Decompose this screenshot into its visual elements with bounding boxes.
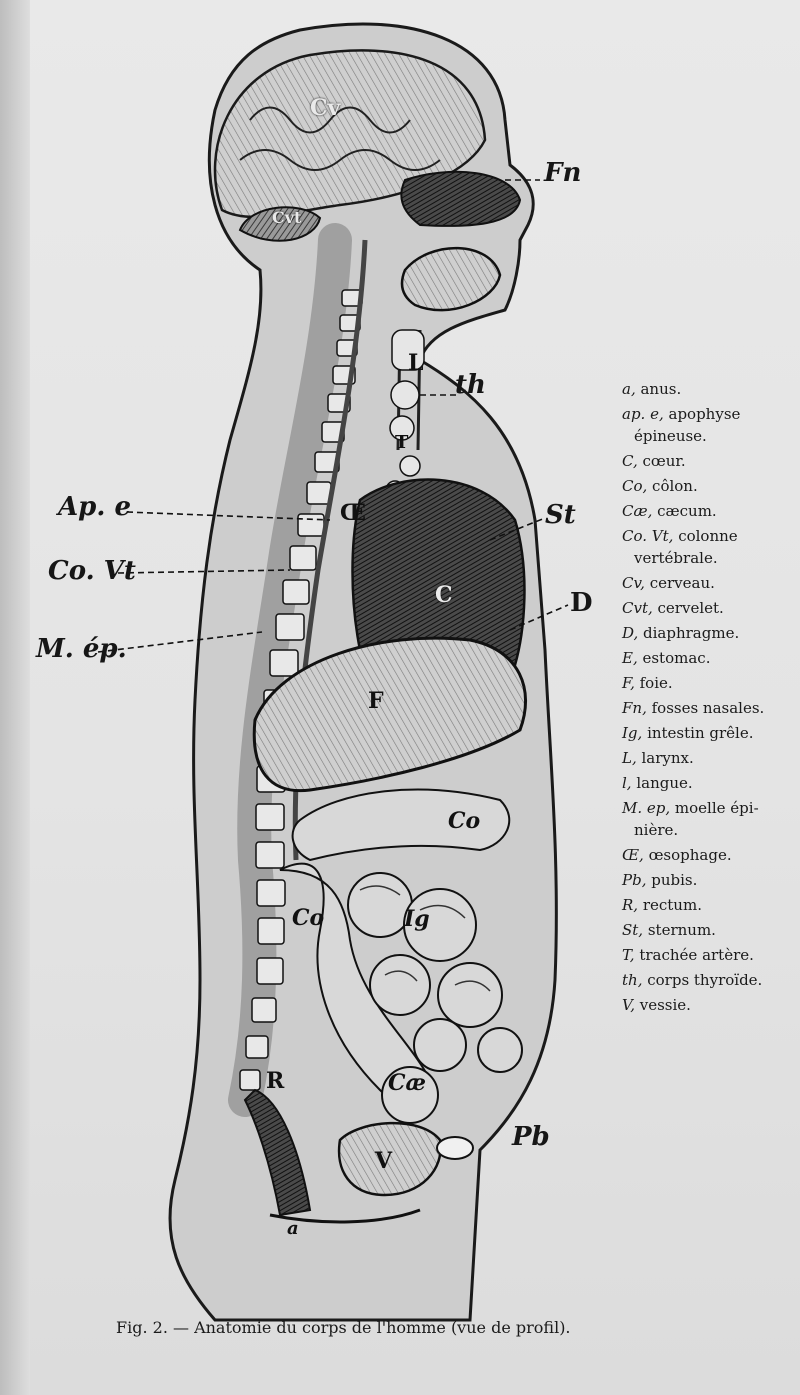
organ-label-cv: Cv <box>310 95 341 121</box>
legend-abbreviation: T, <box>622 946 635 964</box>
callout-st: St <box>545 500 576 530</box>
organ-label-c: C <box>435 582 453 608</box>
legend-item <box>622 894 792 916</box>
legend-abbreviation: ap. e, <box>622 405 664 423</box>
figure-caption: Fig. 2. — Anatomie du corps de l'homme (vue de profil). <box>116 1318 571 1337</box>
legend-description: foie. <box>634 674 673 692</box>
organ-label-l: L <box>408 350 424 376</box>
legend-item <box>622 944 792 966</box>
legend-item <box>622 797 792 841</box>
organ-label-co-upper: Co <box>448 808 481 834</box>
organ-label-f: F <box>368 688 384 714</box>
legend-abbreviation: Pb, <box>622 871 647 889</box>
callout-co-vt: Co. Vt <box>48 556 136 586</box>
legend-item <box>622 597 792 619</box>
callout-ap-e: Ap. e <box>58 492 131 522</box>
legend-description: larynx. <box>636 749 694 767</box>
legend-description: cæcum. <box>652 502 717 520</box>
legend-abbreviation: Co, <box>622 477 648 495</box>
legend-abbreviation: Ig, <box>622 724 643 742</box>
callout-th: th <box>455 370 486 400</box>
legend-description: anus. <box>635 380 682 398</box>
page-edge <box>0 0 30 1395</box>
legend-description: estomac. <box>637 649 711 667</box>
legend-description: sternum. <box>643 921 716 939</box>
legend-item <box>622 722 792 744</box>
legend-item <box>622 772 792 794</box>
callout-pb: Pb <box>512 1122 550 1152</box>
legend-description: pubis. <box>646 871 698 889</box>
legend-item <box>622 525 792 569</box>
callout-m-ep: M. ép. <box>36 634 127 664</box>
callout-fn: Fn <box>544 158 582 188</box>
legend-description: œsophage. <box>643 846 732 864</box>
legend-abbreviation: R, <box>622 896 639 914</box>
legend-item <box>622 919 792 941</box>
legend-abbreviation: C, <box>622 452 638 470</box>
organ-label-ig: Ig <box>404 906 430 932</box>
legend-item <box>622 647 792 669</box>
legend-abbreviation: V, <box>622 996 635 1014</box>
legend-description: cœur. <box>637 452 686 470</box>
legend-item <box>622 378 792 400</box>
organ-label-ce: Cæ <box>388 1070 427 1096</box>
legend-description-continuation: nière. <box>634 821 679 839</box>
legend-item <box>622 869 792 891</box>
organ-label-oe: Œ <box>340 500 366 526</box>
legend-abbreviation: l, <box>622 774 632 792</box>
legend-abbreviation: Cæ, <box>622 502 653 520</box>
legend-abbreviation: M. ep, <box>622 799 671 817</box>
legend-description: rectum. <box>638 896 702 914</box>
legend-abbreviation: Cv, <box>622 574 645 592</box>
legend-description: cerveau. <box>644 574 715 592</box>
legend-abbreviation: Œ, <box>622 846 644 864</box>
figure-legend <box>622 378 792 1019</box>
legend-description: colonne <box>673 527 738 545</box>
organ-label-r: R <box>266 1068 285 1094</box>
organ-label-t: T <box>395 432 409 453</box>
organ-label-a: a <box>287 1218 299 1239</box>
legend-description: trachée artère. <box>634 946 754 964</box>
callout-d: D <box>570 588 593 618</box>
legend-abbreviation: Cvt, <box>622 599 653 617</box>
legend-description: corps thyroïde. <box>642 971 763 989</box>
legend-description: diaphragme. <box>638 624 740 642</box>
legend-item <box>622 622 792 644</box>
legend-item <box>622 747 792 769</box>
organ-label-co: Co <box>292 905 325 931</box>
legend-description: vessie. <box>634 996 691 1014</box>
legend-abbreviation: Fn, <box>622 699 647 717</box>
legend-item <box>622 450 792 472</box>
legend-abbreviation: F, <box>622 674 635 692</box>
legend-item <box>622 572 792 594</box>
legend-abbreviation: th, <box>622 971 643 989</box>
legend-description: fosses nasales. <box>646 699 765 717</box>
legend-description: cervelet. <box>652 599 724 617</box>
legend-item <box>622 969 792 991</box>
organ-label-cvt: Cvt <box>272 208 302 227</box>
legend-abbreviation: St, <box>622 921 644 939</box>
legend-item <box>622 403 792 447</box>
organ-label-v: V <box>375 1148 393 1174</box>
legend-abbreviation: a, <box>622 380 636 398</box>
legend-item <box>622 994 792 1016</box>
legend-abbreviation: L, <box>622 749 637 767</box>
legend-description-continuation: épineuse. <box>634 427 707 445</box>
legend-description-continuation: vertébrale. <box>634 549 718 567</box>
legend-description: moelle épi- <box>670 799 759 817</box>
legend-description: apophyse <box>663 405 741 423</box>
legend-abbreviation: D, <box>622 624 639 642</box>
legend-description: côlon. <box>647 477 698 495</box>
legend-description: langue. <box>631 774 693 792</box>
legend-item <box>622 500 792 522</box>
legend-abbreviation: Co. Vt, <box>622 527 674 545</box>
legend-description: intestin grêle. <box>642 724 754 742</box>
legend-abbreviation: E, <box>622 649 638 667</box>
legend-item <box>622 697 792 719</box>
legend-item <box>622 672 792 694</box>
legend-item <box>622 475 792 497</box>
legend-item <box>622 844 792 866</box>
